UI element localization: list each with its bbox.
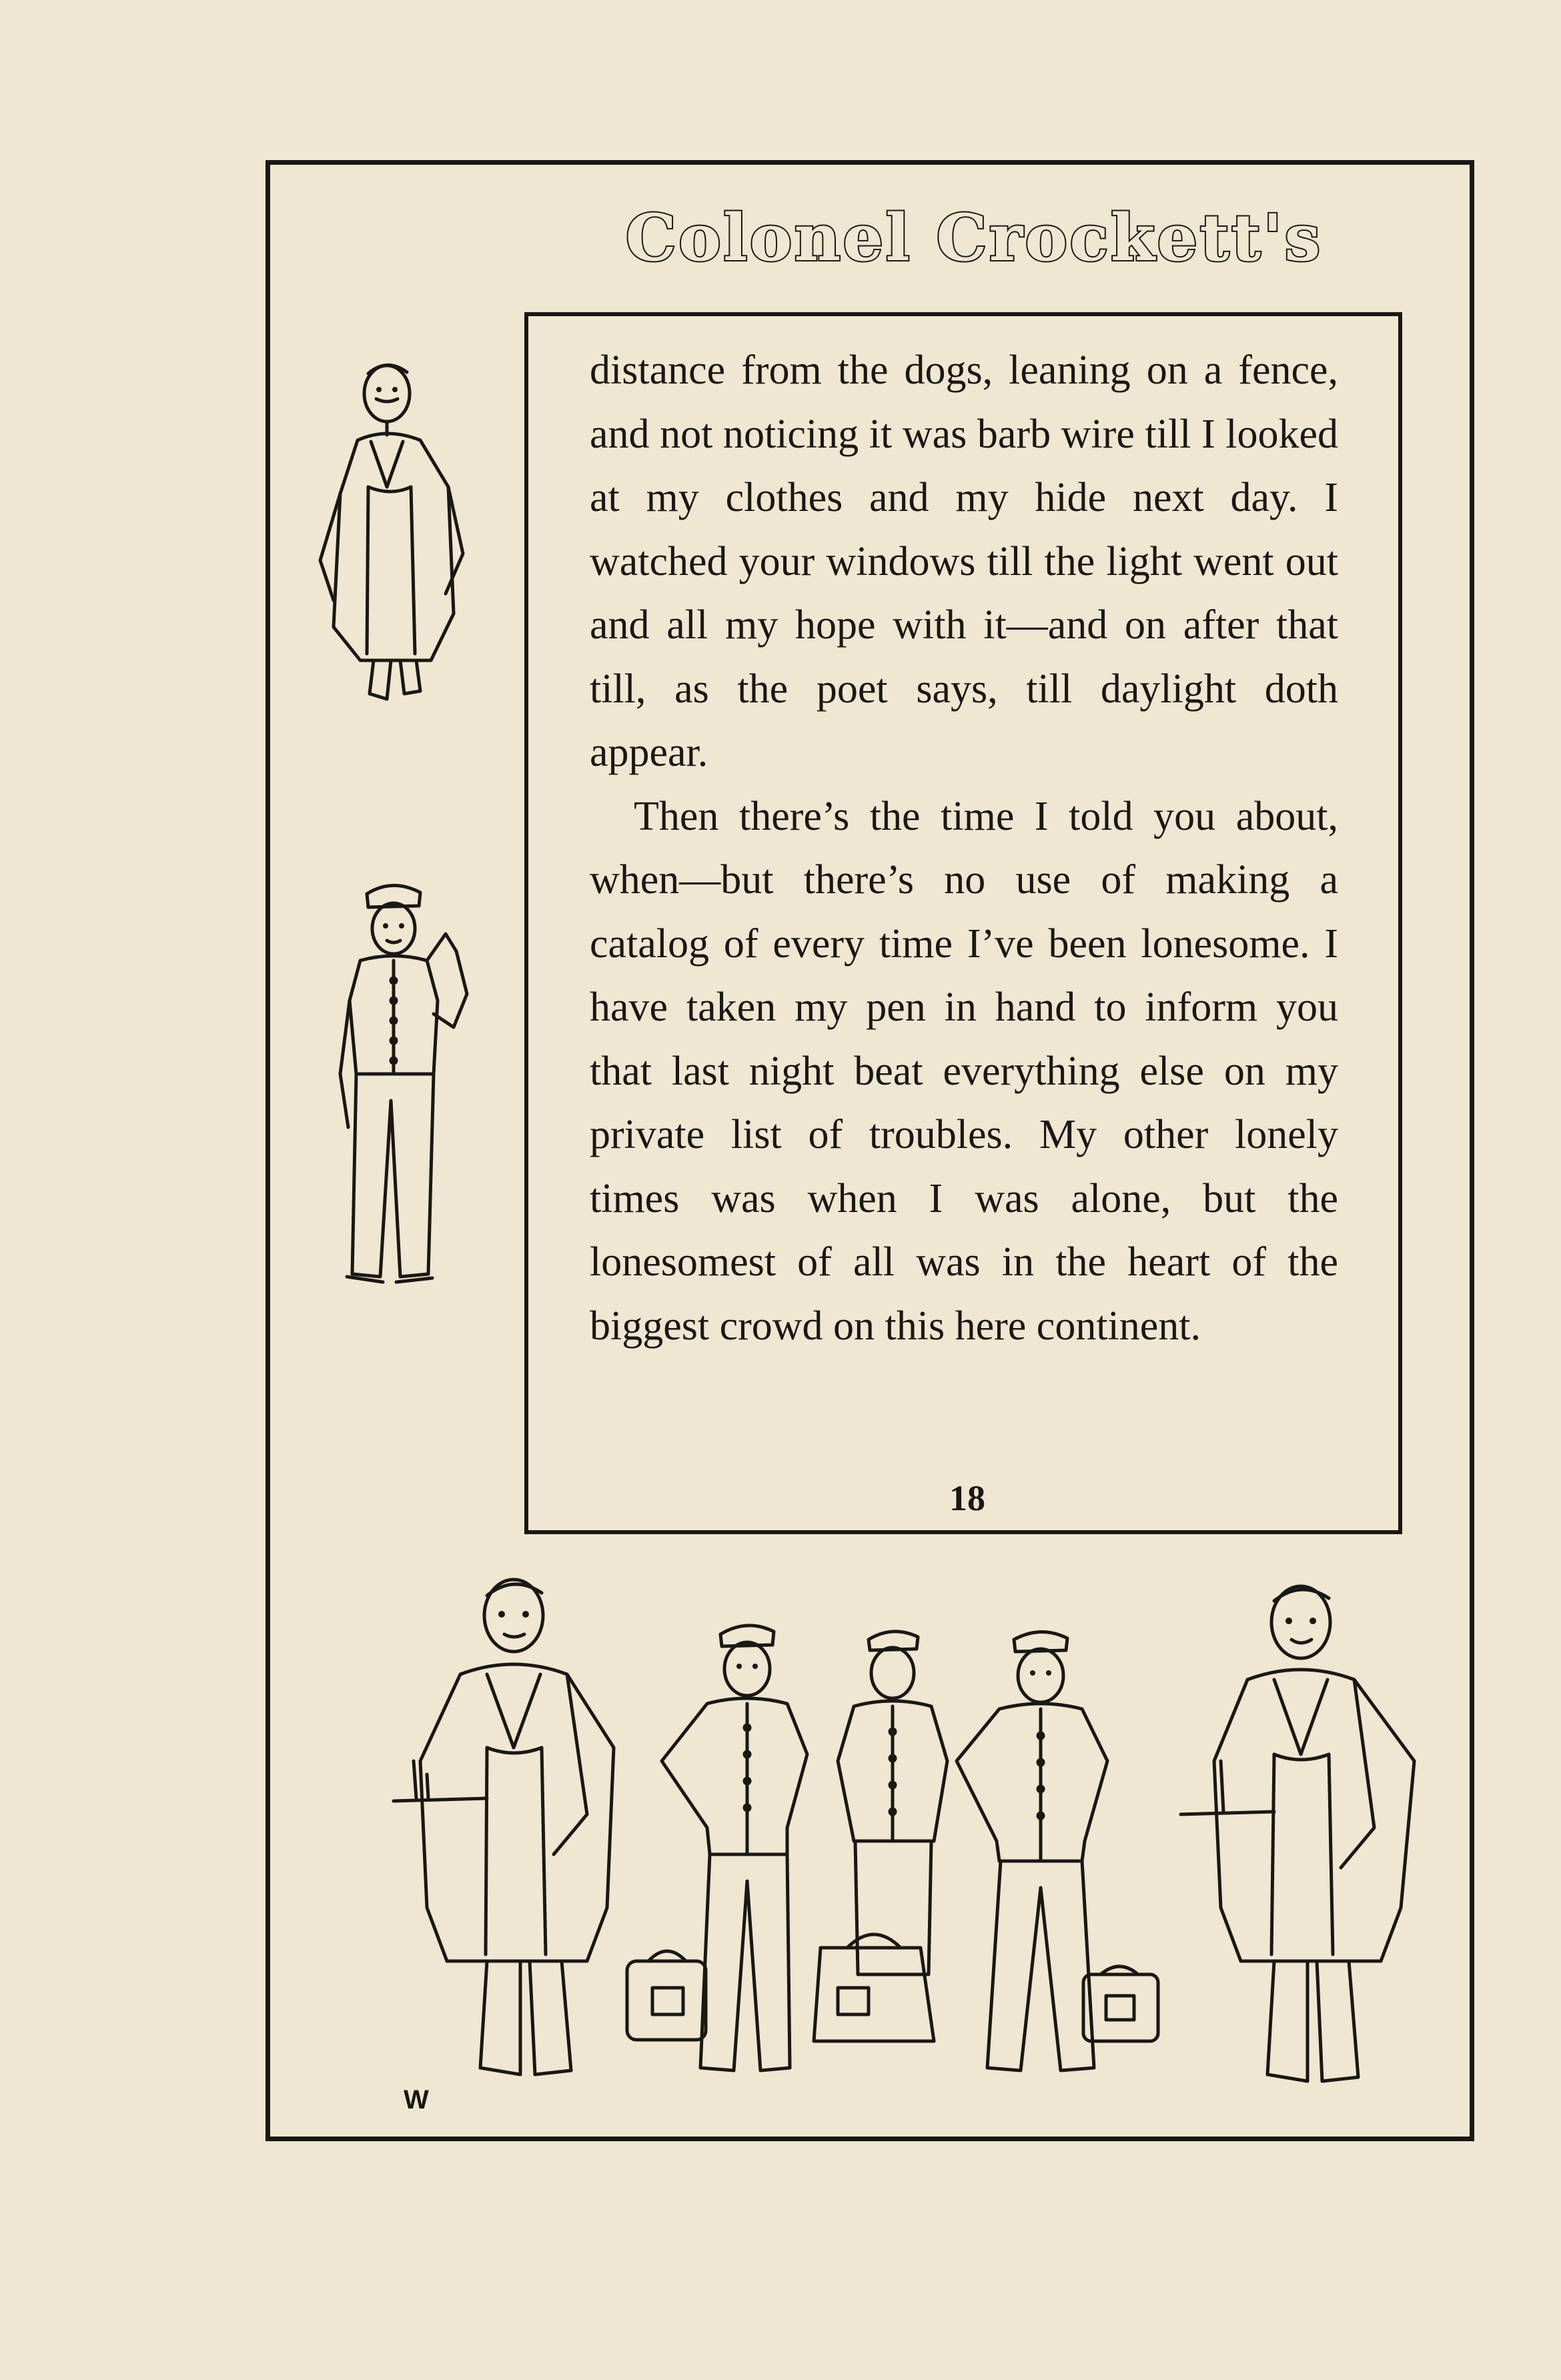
paragraph-1: distance from the dogs, leaning on a fence, and not noticing it was barb wire till I looked at my clothes and my hide next day. I watched your windows till the light went out and all my hope with it—and on after that till, as the poet says, till daylight doth appear. — [590, 348, 1338, 775]
staff-group-illustration — [387, 1561, 1428, 2108]
paragraph-2: Then there’s the time I told you about, when—but there’s no use of making a catalog of every time I’ve been lonesome. I have taken my pen in hand to inform you that last night beat everything else on my private list of troubles. My other lonely times was when I was alone, but the lonesomest of all was in the heart of the biggest crowd on this here continent. — [590, 793, 1338, 1349]
waiter-left-figure — [394, 1580, 614, 2074]
page-number: 18 — [949, 1478, 985, 1518]
bellhop-figure-2 — [814, 1632, 947, 2041]
bellhop-figure-illustration — [314, 874, 500, 1314]
waiter-figure-illustration — [294, 347, 494, 747]
running-header: Colonel Crockett's — [625, 200, 1323, 275]
body-text — [590, 339, 1338, 1358]
bellhop-figure-3 — [957, 1632, 1158, 2070]
artist-signature: W — [404, 2085, 429, 2115]
bellhop-figure-1 — [627, 1626, 807, 2070]
waiter-right-figure — [1181, 1586, 1414, 2081]
